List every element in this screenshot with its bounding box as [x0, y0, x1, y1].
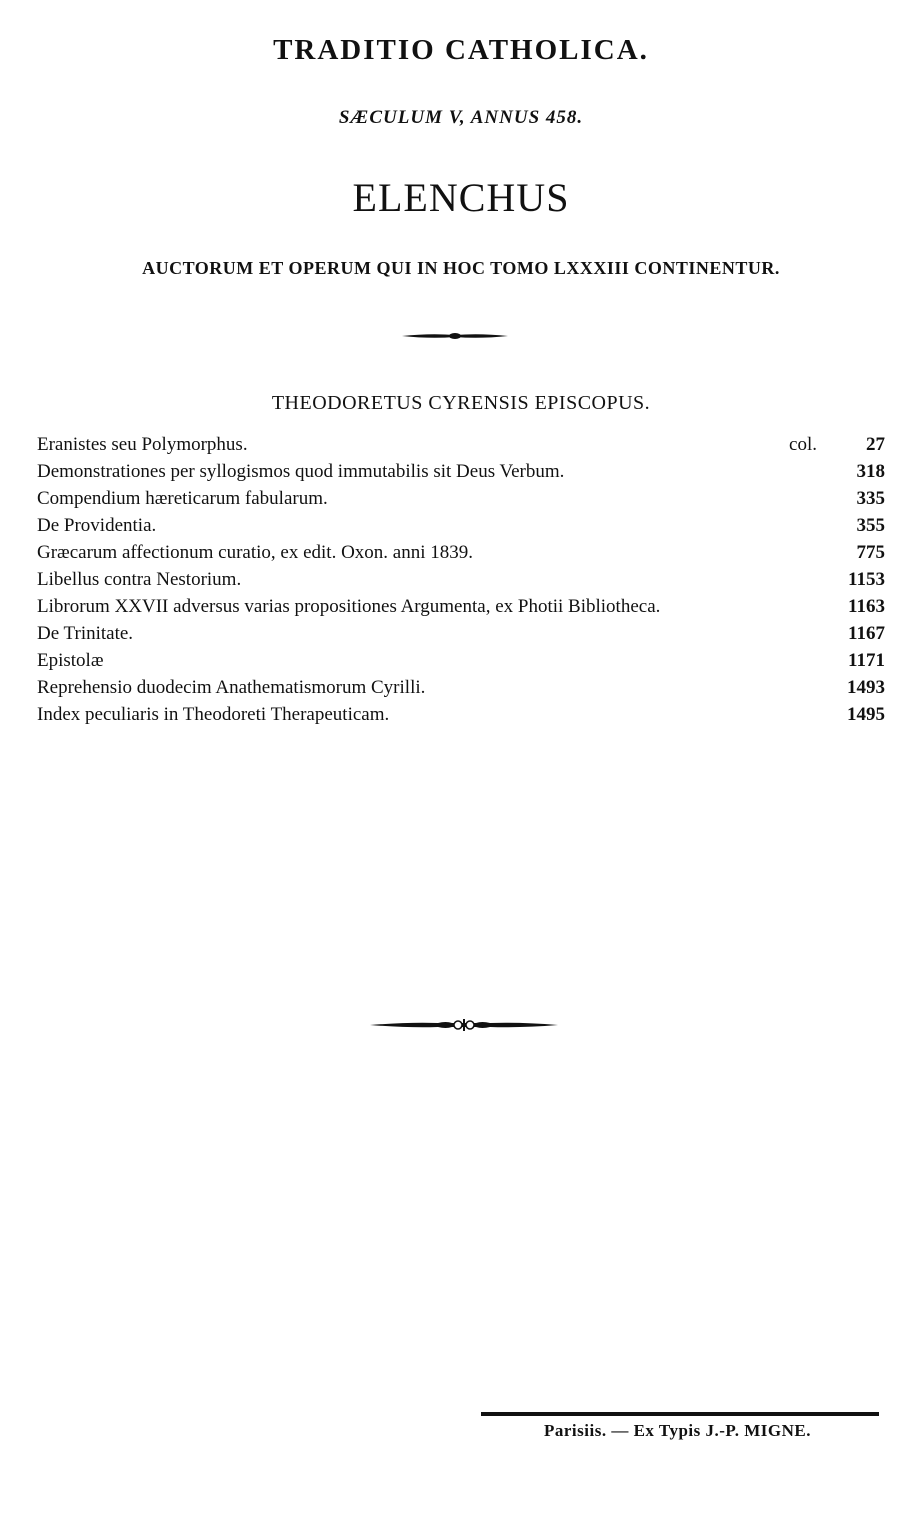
entry-column-number: 335: [856, 488, 885, 509]
entry-column-number: 1493: [847, 677, 885, 698]
entry-title: Libellus contra Nestorium.: [37, 569, 242, 590]
entry-title: De Trinitate.: [37, 623, 134, 644]
century-year-line: SÆCULUM V, ANNUS 458.: [338, 107, 584, 128]
entry-title: Reprehensio duodecim Anathematismorum Cyrilli.: [37, 677, 426, 698]
page-title: ELENCHUS: [352, 175, 570, 220]
entry-title: Demonstrationes per syllogismos quod immutabilis sit Deus Verbum.: [37, 461, 565, 482]
entry-column-number: 1171: [848, 650, 885, 671]
entry-column-number: 355: [856, 515, 885, 536]
entry-title: Græcarum affectionum curatio, ex edit. Oxon. anni 1839.: [37, 542, 473, 563]
contents-entry: [37, 569, 885, 596]
contents-entry: [37, 677, 885, 704]
footer-rule: [481, 1412, 879, 1416]
entry-column-number: 1167: [848, 623, 885, 644]
entry-title: Epistolæ: [37, 650, 104, 671]
entry-title: Compendium hæreticarum fabularum.: [37, 488, 328, 509]
author-heading: THEODORETUS CYRENSIS EPISCOPUS.: [271, 392, 651, 414]
entry-title: Index peculiaris in Theodoreti Therapeuticam.: [37, 704, 390, 725]
entry-title: Librorum XXVII adversus varias propositiones Argumenta, ex Photii Bibliotheca.: [37, 596, 661, 617]
entry-title: Eranistes seu Polymorphus.: [37, 434, 248, 455]
entry-title: De Providentia.: [37, 515, 157, 536]
entry-column-number: 27: [866, 434, 885, 455]
entry-column-number: 318: [856, 461, 885, 482]
entry-column-number: 1163: [848, 596, 885, 617]
contents-list: [37, 434, 885, 731]
contents-entry: [37, 434, 885, 461]
contents-entry: [37, 704, 885, 731]
entry-column-number: 1153: [848, 569, 885, 590]
contents-entry: [37, 623, 885, 650]
contents-entry: [37, 461, 885, 488]
contents-entry: [37, 515, 885, 542]
contents-entry: [37, 542, 885, 569]
contents-subheading: AUCTORUM ET OPERUM QUI IN HOC TOMO LXXXIII CONTINENTUR.: [142, 258, 780, 278]
column-label: col.: [789, 434, 817, 455]
bottom-ornament-rule: [368, 1012, 560, 1038]
contents-entry: [37, 650, 885, 677]
top-ornament-rule: [400, 326, 510, 346]
contents-entry: [37, 596, 885, 623]
entry-column-number: 775: [856, 542, 885, 563]
contents-entry: [37, 488, 885, 515]
series-title: TRADITIO CATHOLICA.: [273, 34, 649, 66]
entry-column-number: 1495: [847, 704, 885, 725]
printer-imprint: Parisiis. — Ex Typis J.-P. MIGNE.: [544, 1421, 811, 1440]
